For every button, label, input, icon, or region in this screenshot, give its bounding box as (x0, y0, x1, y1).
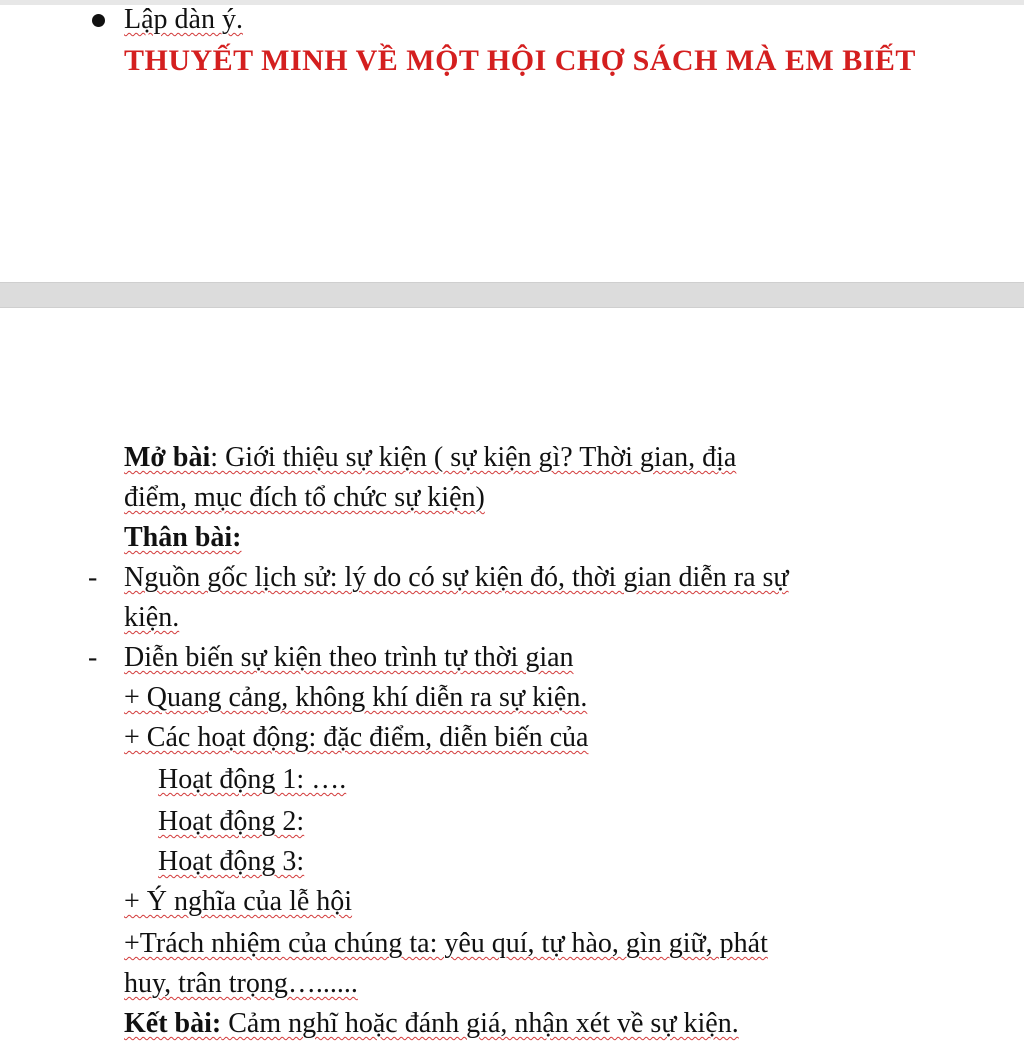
than-bai-heading: Thân bài: (124, 522, 242, 553)
sub-item-activities: + Các hoạt động: đặc điểm, diễn biến của (124, 722, 589, 753)
document-title: THUYẾT MINH VỀ MỘT HỘI CHỢ SÁCH MÀ EM BIẾT (124, 44, 916, 77)
mo-bai-label: Mở bài (124, 442, 211, 473)
ket-bai-line (124, 1004, 739, 1044)
mo-bai-text: : Giới thiệu sự kiện ( sự kiện gì? Thời gian, địa (210, 442, 737, 473)
mo-bai-line-1 (124, 438, 736, 478)
sub-item-responsibility-cont: huy, trân trọng…...... (124, 968, 358, 999)
list-dash: - (88, 562, 98, 593)
document-page-1 (0, 0, 1024, 282)
activity-3: Hoạt động 3: (158, 846, 305, 877)
list-item-progress: Diễn biến sự kiện theo trình tự thời gian (124, 642, 574, 673)
bullet-icon (92, 14, 105, 27)
ket-bai-label: Kết bài: (124, 1008, 222, 1039)
mo-bai-line-2: điểm, mục đích tổ chức sự kiện) (124, 482, 485, 513)
list-item-origin: Nguồn gốc lịch sử: lý do có sự kiện đó, thời gian diễn ra sự (124, 562, 789, 593)
document-page-2 (0, 308, 1024, 1064)
sub-item-meaning: + Ý nghĩa của lễ hội (124, 886, 353, 917)
activity-2: Hoạt động 2: (158, 806, 305, 837)
sub-item-scene: + Quang cảng, không khí diễn ra sự kiện. (124, 682, 588, 713)
sub-item-responsibility: +Trách nhiệm của chúng ta: yêu quí, tự hào, gìn giữ, phát (124, 928, 768, 959)
list-item-origin-cont: kiện. (124, 602, 180, 633)
ket-bai-text: Cảm nghĩ hoặc đánh giá, nhận xét về sự kiện. (221, 1008, 739, 1039)
activity-1: Hoạt động 1: …. (158, 764, 347, 795)
list-dash: - (88, 642, 98, 673)
bullet-text: Lập dàn ý. (124, 4, 243, 35)
page-gap (0, 282, 1024, 308)
